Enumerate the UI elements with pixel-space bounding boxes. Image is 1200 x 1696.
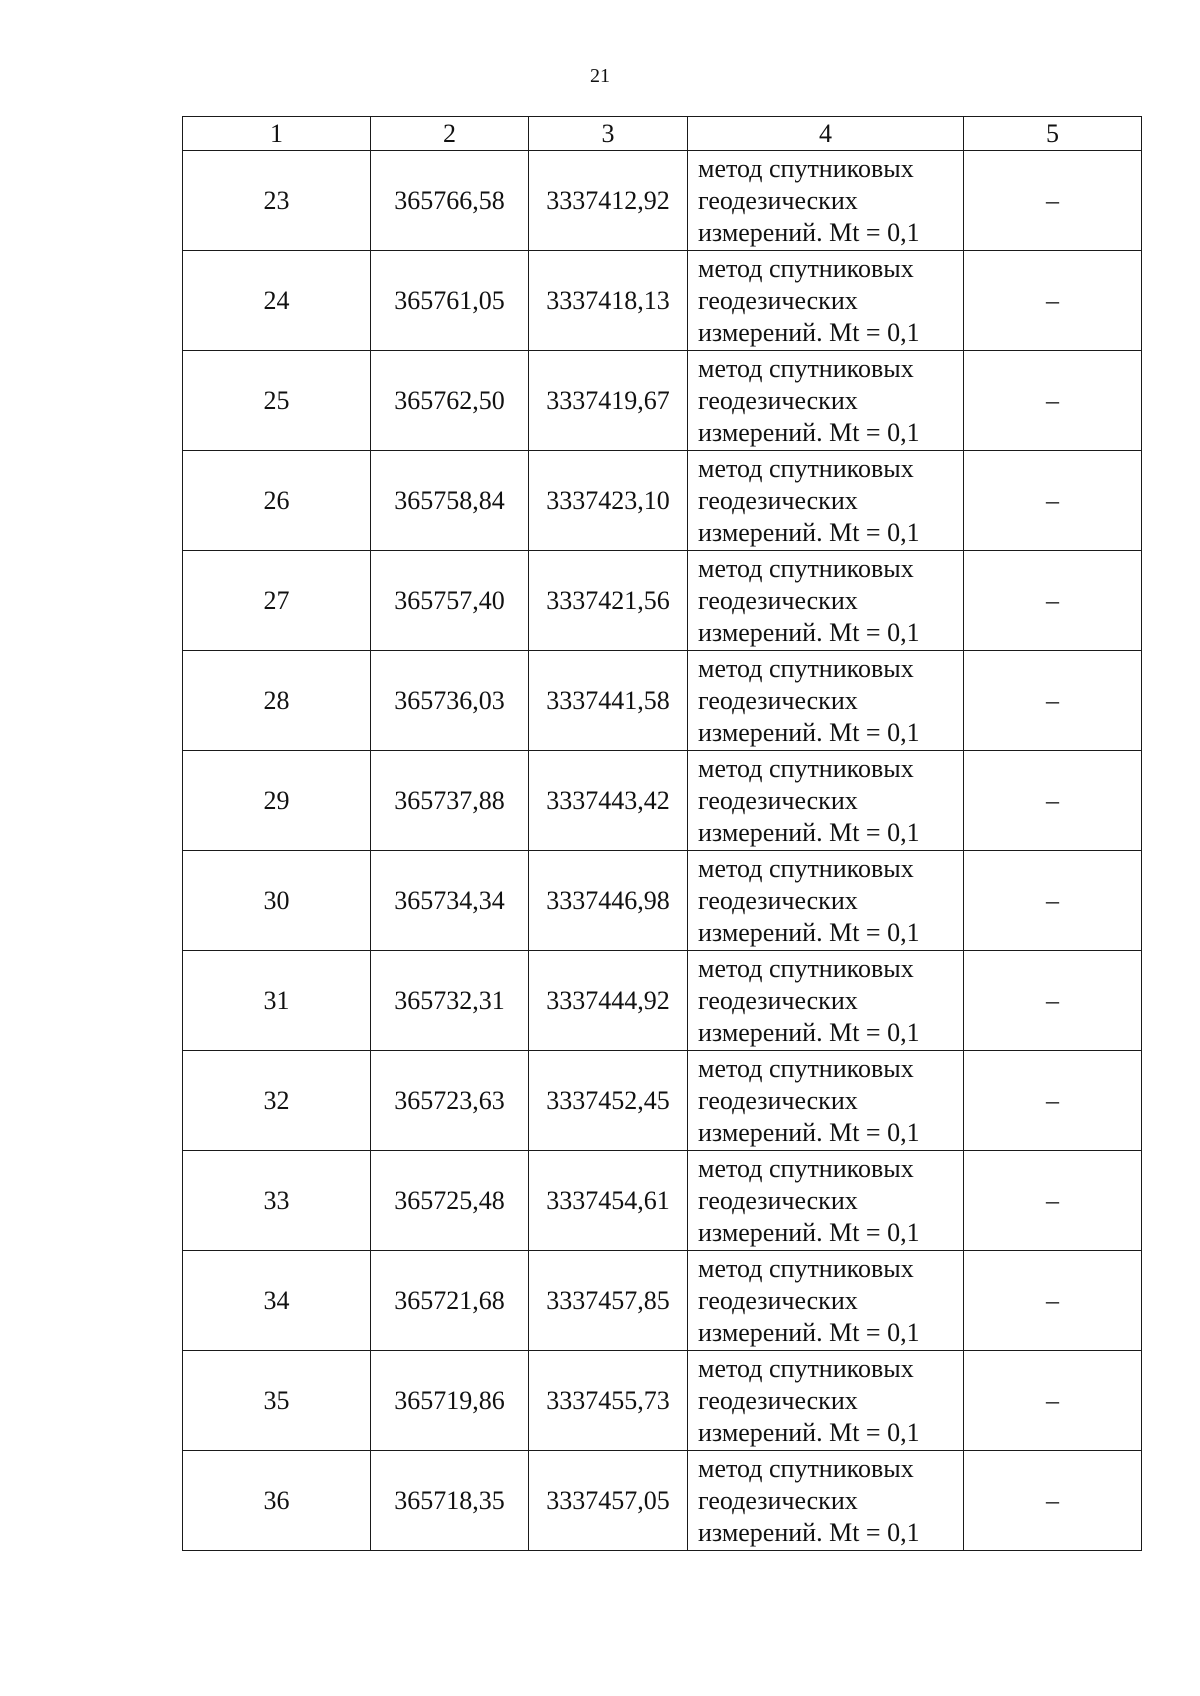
method-cell [688, 1051, 964, 1151]
table-row [183, 751, 1142, 851]
method-cell [688, 351, 964, 451]
method-line: измерений. Mt = 0,1 [698, 817, 920, 847]
x-coordinate-cell: 365723,63 [371, 1051, 529, 1151]
x-coordinate-cell: 365758,84 [371, 451, 529, 551]
x-coordinate-cell: 365761,05 [371, 251, 529, 351]
point-number-cell: 24 [183, 251, 371, 351]
method-line: геодезических [698, 985, 858, 1015]
method-line: геодезических [698, 1485, 858, 1515]
x-coordinate-cell: 365736,03 [371, 651, 529, 751]
method-line: метод спутниковых [698, 753, 914, 783]
method-cell [688, 251, 964, 351]
method-line: метод спутниковых [698, 253, 914, 283]
method-line: метод спутниковых [698, 1253, 914, 1283]
point-number-cell: 29 [183, 751, 371, 851]
x-coordinate-cell: 365718,35 [371, 1451, 529, 1551]
table-row [183, 551, 1142, 651]
x-coordinate-cell: 365719,86 [371, 1351, 529, 1451]
point-number-cell: 33 [183, 1151, 371, 1251]
y-coordinate-cell: 3337418,13 [529, 251, 688, 351]
method-cell [688, 451, 964, 551]
table-row [183, 651, 1142, 751]
y-coordinate-cell: 3337446,98 [529, 851, 688, 951]
method-line: измерений. Mt = 0,1 [698, 1517, 920, 1547]
method-line: геодезических [698, 385, 858, 415]
y-coordinate-cell: 3337443,42 [529, 751, 688, 851]
y-coordinate-cell: 3337457,85 [529, 1251, 688, 1351]
method-line: геодезических [698, 1185, 858, 1215]
method-line: метод спутниковых [698, 453, 914, 483]
table-header-row [183, 117, 1142, 151]
column-header-3: 3 [529, 117, 688, 151]
note-cell: – [964, 1051, 1142, 1151]
table-row [183, 151, 1142, 251]
method-line: измерений. Mt = 0,1 [698, 1117, 920, 1147]
note-cell: – [964, 1151, 1142, 1251]
method-cell [688, 951, 964, 1051]
point-number-cell: 32 [183, 1051, 371, 1151]
table-row [183, 251, 1142, 351]
note-cell: – [964, 1251, 1142, 1351]
note-cell: – [964, 651, 1142, 751]
point-number-cell: 31 [183, 951, 371, 1051]
column-header-5: 5 [964, 117, 1142, 151]
method-line: измерений. Mt = 0,1 [698, 1317, 920, 1347]
method-line: метод спутниковых [698, 653, 914, 683]
point-number-cell: 28 [183, 651, 371, 751]
method-line: геодезических [698, 685, 858, 715]
note-cell: – [964, 951, 1142, 1051]
column-header-2: 2 [371, 117, 529, 151]
method-line: метод спутниковых [698, 953, 914, 983]
table-body [183, 151, 1142, 1551]
table-row [183, 1151, 1142, 1251]
point-number-cell: 34 [183, 1251, 371, 1351]
note-cell: – [964, 151, 1142, 251]
table-row [183, 1051, 1142, 1151]
method-line: метод спутниковых [698, 353, 914, 383]
point-number-cell: 26 [183, 451, 371, 551]
method-line: метод спутниковых [698, 153, 914, 183]
x-coordinate-cell: 365766,58 [371, 151, 529, 251]
y-coordinate-cell: 3337419,67 [529, 351, 688, 451]
method-line: измерений. Mt = 0,1 [698, 1017, 920, 1047]
method-cell [688, 1451, 964, 1551]
y-coordinate-cell: 3337457,05 [529, 1451, 688, 1551]
method-cell [688, 1251, 964, 1351]
table-row [183, 1351, 1142, 1451]
y-coordinate-cell: 3337444,92 [529, 951, 688, 1051]
method-line: измерений. Mt = 0,1 [698, 317, 920, 347]
method-line: геодезических [698, 1385, 858, 1415]
note-cell: – [964, 851, 1142, 951]
point-number-cell: 27 [183, 551, 371, 651]
x-coordinate-cell: 365732,31 [371, 951, 529, 1051]
x-coordinate-cell: 365757,40 [371, 551, 529, 651]
table-row [183, 851, 1142, 951]
y-coordinate-cell: 3337423,10 [529, 451, 688, 551]
point-number-cell: 30 [183, 851, 371, 951]
y-coordinate-cell: 3337452,45 [529, 1051, 688, 1151]
method-line: метод спутниковых [698, 553, 914, 583]
y-coordinate-cell: 3337412,92 [529, 151, 688, 251]
method-line: измерений. Mt = 0,1 [698, 617, 920, 647]
point-number-cell: 23 [183, 151, 371, 251]
method-line: геодезических [698, 885, 858, 915]
method-cell [688, 151, 964, 251]
table-row [183, 951, 1142, 1051]
y-coordinate-cell: 3337454,61 [529, 1151, 688, 1251]
table-row [183, 451, 1142, 551]
note-cell: – [964, 751, 1142, 851]
table-row [183, 351, 1142, 451]
point-number-cell: 25 [183, 351, 371, 451]
x-coordinate-cell: 365721,68 [371, 1251, 529, 1351]
method-line: измерений. Mt = 0,1 [698, 417, 920, 447]
method-line: геодезических [698, 285, 858, 315]
y-coordinate-cell: 3337421,56 [529, 551, 688, 651]
method-cell [688, 651, 964, 751]
method-line: геодезических [698, 785, 858, 815]
method-line: геодезических [698, 185, 858, 215]
method-line: геодезических [698, 1085, 858, 1115]
note-cell: – [964, 551, 1142, 651]
coordinates-table [182, 116, 1142, 1551]
point-number-cell: 35 [183, 1351, 371, 1451]
x-coordinate-cell: 365734,34 [371, 851, 529, 951]
table-row [183, 1451, 1142, 1551]
method-line: геодезических [698, 485, 858, 515]
method-cell [688, 851, 964, 951]
y-coordinate-cell: 3337455,73 [529, 1351, 688, 1451]
method-line: метод спутниковых [698, 1353, 914, 1383]
method-line: геодезических [698, 1285, 858, 1315]
method-line: метод спутниковых [698, 1053, 914, 1083]
column-header-1: 1 [183, 117, 371, 151]
note-cell: – [964, 1351, 1142, 1451]
note-cell: – [964, 1451, 1142, 1551]
page-number: 21 [590, 65, 610, 87]
method-line: измерений. Mt = 0,1 [698, 517, 920, 547]
method-cell [688, 1151, 964, 1251]
method-cell [688, 1351, 964, 1451]
method-line: метод спутниковых [698, 1453, 914, 1483]
x-coordinate-cell: 365737,88 [371, 751, 529, 851]
method-line: измерений. Mt = 0,1 [698, 1217, 920, 1247]
method-cell [688, 751, 964, 851]
method-cell [688, 551, 964, 651]
table-row [183, 1251, 1142, 1351]
method-line: измерений. Mt = 0,1 [698, 917, 920, 947]
note-cell: – [964, 251, 1142, 351]
method-line: метод спутниковых [698, 1153, 914, 1183]
method-line: метод спутниковых [698, 853, 914, 883]
x-coordinate-cell: 365725,48 [371, 1151, 529, 1251]
method-line: измерений. Mt = 0,1 [698, 717, 920, 747]
note-cell: – [964, 351, 1142, 451]
method-line: геодезических [698, 585, 858, 615]
y-coordinate-cell: 3337441,58 [529, 651, 688, 751]
note-cell: – [964, 451, 1142, 551]
column-header-4: 4 [688, 117, 964, 151]
x-coordinate-cell: 365762,50 [371, 351, 529, 451]
point-number-cell: 36 [183, 1451, 371, 1551]
method-line: измерений. Mt = 0,1 [698, 1417, 920, 1447]
method-line: измерений. Mt = 0,1 [698, 217, 920, 247]
